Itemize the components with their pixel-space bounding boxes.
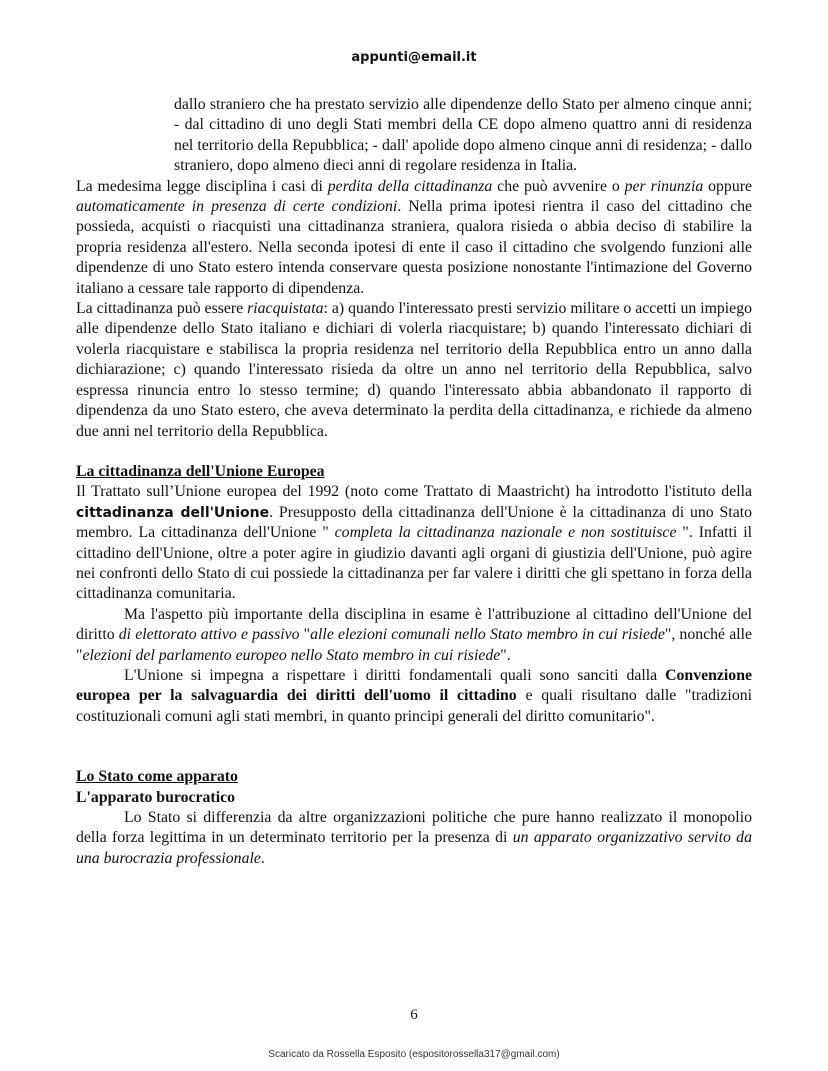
paragraph-bureaucracy: Lo Stato si differenzia da altre organizzazioni politiche che pure hanno realizzato il monopolio della forza legittima in un determinato territorio per la presenza di un apparato organizzativo servito da una burocrazia professionale. bbox=[76, 809, 752, 867]
document-body bbox=[76, 95, 752, 869]
paragraph-fundamental-rights: L'Unione si impegna a rispettare i diritti fondamentali quali sono sanciti dalla Convenzione europea per la salvaguardia dei diritti dell'uomo il cittadino e quali risultano dalle "tradizioni costituzionali comuni agli stati membri, in quanto principi generali del diritto comunitario". bbox=[76, 666, 753, 725]
subheading-bureaucratic-apparatus: L'apparato burocratico bbox=[76, 788, 235, 806]
paragraph-electoral-rights: Ma l'aspetto più importante della disciplina in esame è l'attribuzione al cittadino dell'Unione del diritto di elettorato attivo e passivo "alle elezioni comunali nello Stato membro in cui risiede", nonché alle "elezioni del parlamento europeo nello Stato membro in cui risiede". bbox=[76, 605, 753, 664]
section-heading-eu-citizenship: La cittadinanza dell'Unione Europea bbox=[76, 462, 325, 480]
download-footer: Scaricato da Rossella Esposito (espositorossella317@gmail.com) bbox=[268, 1049, 560, 1060]
intro-quote: dallo straniero che ha prestato servizio alle dipendenze dello Stato per almeno cinque anni; - dal cittadino di uno degli Stati membri della CE dopo almeno quattro anni di residenza nel territorio della Repubblica; - dall' apolide dopo almeno cinque anni di residenza; - dallo straniero, dopo almeno dieci anni di regolare residenza in Italia. bbox=[174, 96, 752, 175]
paragraph-loss-of-citizenship: La medesima legge disciplina i casi di perdita della cittadinanza che può avvenire o per rinunzia oppure automaticamente in presenza di certe condizioni. Nella prima ipotesi rientra il caso del cittadino che possieda, acquisti o riacquisti una cittadinanza straniera, qualora risieda o abbia deciso di stabilire la propria residenza all'estero. Nella seconda ipotesi di ente il caso il cittadino che svolgendo funzioni alle dipendenze di uno Stato estero intenda conservare questa posizione nonostante l'intimazione del Governo italiano a cessare tale rapporto di dipendenza. bbox=[76, 177, 753, 297]
section-heading-state-apparatus: Lo Stato come apparato bbox=[76, 768, 238, 786]
page-number: 6 bbox=[410, 1007, 418, 1023]
paragraph-reacquisition: La cittadinanza può essere riacquistata: a) quando l'interessato presti servizio militare o accetti un impiego alle dipendenze dello Stato italiano e dichiari di volerla riacquistare; b) quando l'interessato dichiari di volerla riacquistare e stabilisca la propria residenza nel territorio della Repubblica entro un anno dalla dichiarazione; c) quando l'interessato risieda da oltre un anno nel territorio della Repubblica, salvo espressa rinuncia entro lo stesso termine; d) quando l'interessato abbia abbandonato il rapporto di dipendenza da uno Stato estero, che aveva determinato la perdita della cittadinanza, e richiede da almeno due anni nel territorio della Repubblica. bbox=[76, 300, 752, 440]
paragraph-maastricht: Il Trattato sull’Unione europea del 1992 (noto come Trattato di Maastricht) ha introdotto l'istituto della cittadinanza dell'Unione. Presupposto della cittadinanza dell'Unione è la cittadinanza di uno Stato membro. La cittadinanza dell'Unione " completa la cittadinanza nazionale e non sostituisce ". Infatti il cittadino dell'Unione, oltre a poter agire in giudizio davanti agli organi di giustizia dell'Unione, può agire nei confronti dello Stato di cui possiede la cittadinanza per far valere i diritti che gli spettano in forza della cittadinanza comunitaria. bbox=[76, 483, 753, 603]
header-email: appunti@email.it bbox=[351, 50, 477, 65]
